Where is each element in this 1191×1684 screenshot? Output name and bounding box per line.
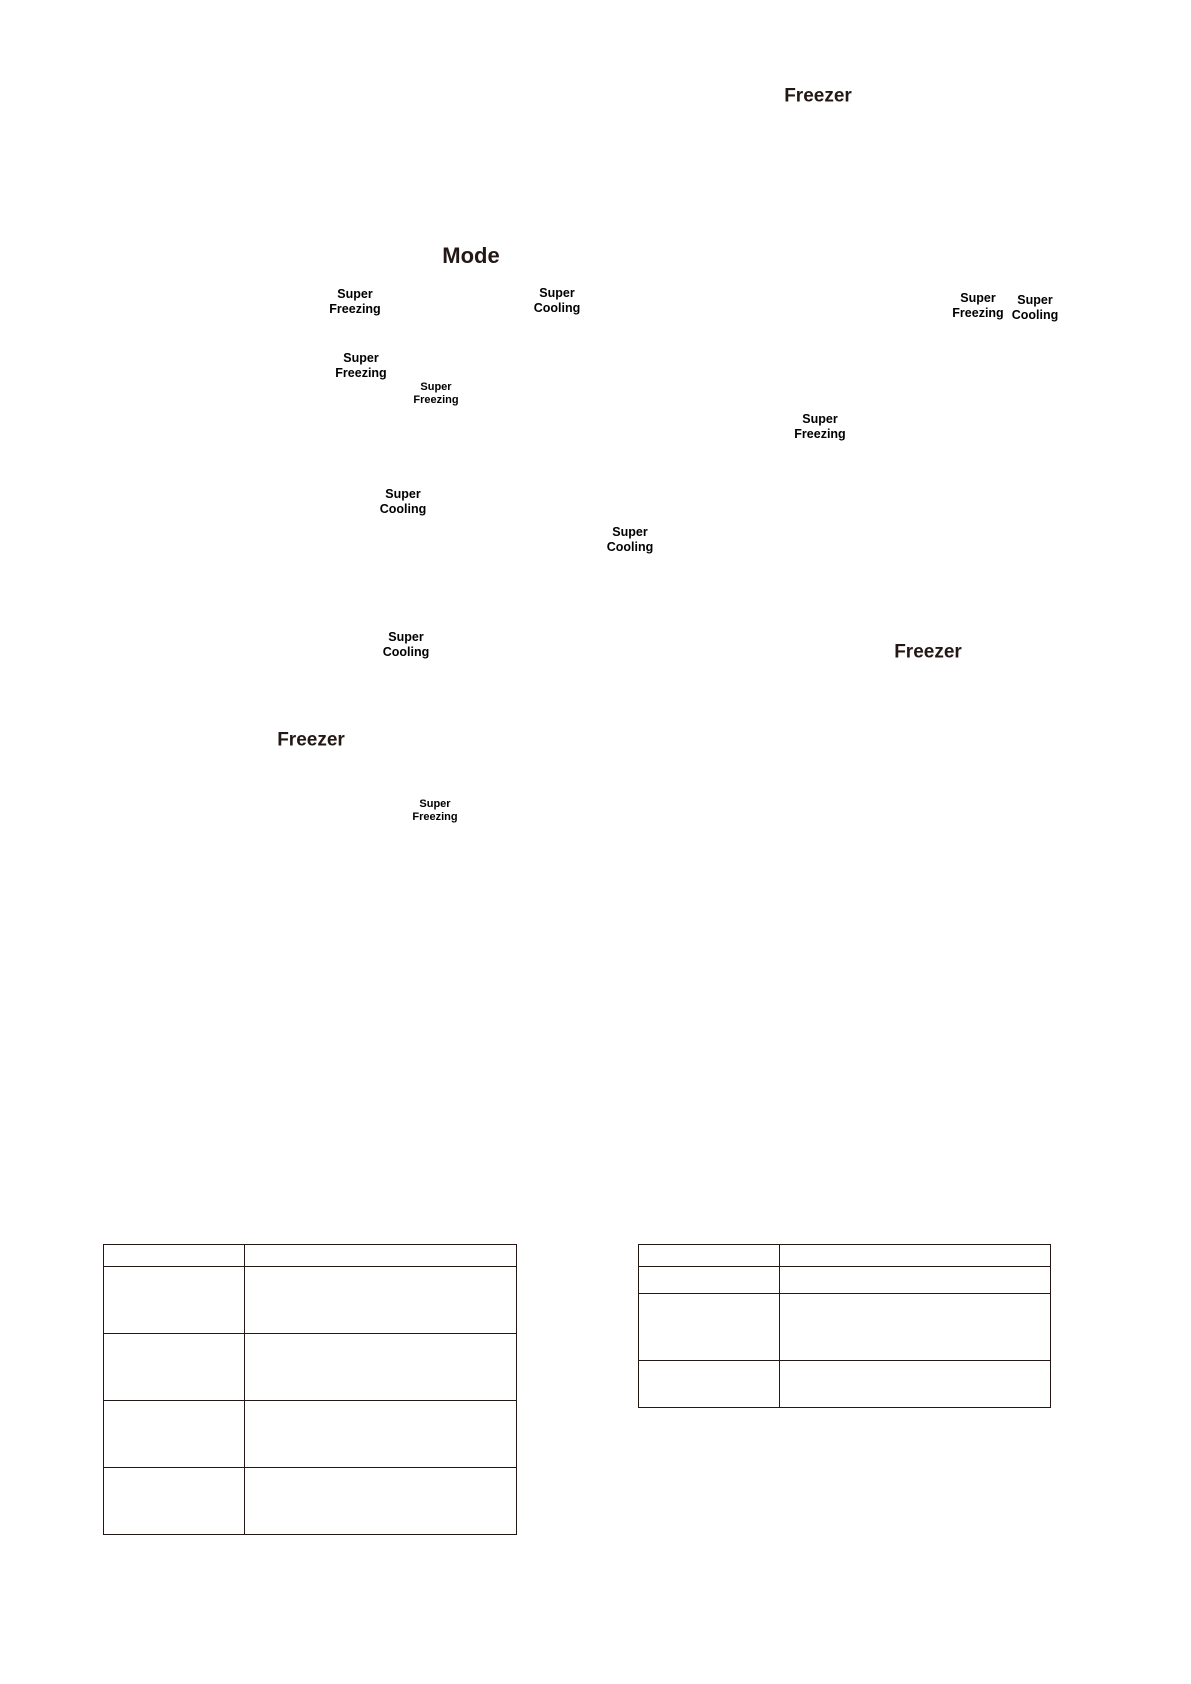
table-cell [104, 1334, 245, 1401]
table-cell [245, 1245, 517, 1267]
super-cooling-label: Super Cooling [382, 630, 430, 659]
table-cell [639, 1245, 780, 1267]
super-freezing-label: Super Freezing [335, 351, 387, 380]
table-cell [780, 1267, 1051, 1294]
table-row [639, 1294, 1051, 1361]
table-cell [104, 1401, 245, 1468]
table-cell [245, 1468, 517, 1535]
table-row [639, 1361, 1051, 1408]
table-cell [245, 1334, 517, 1401]
super-freezing-label: Super Freezing [329, 287, 381, 316]
table-cell [639, 1361, 780, 1408]
table-row [104, 1267, 517, 1334]
table-row [104, 1245, 517, 1267]
left-table [103, 1244, 517, 1535]
super-cooling-label: Super Cooling [1011, 293, 1059, 322]
table-row [104, 1468, 517, 1535]
super-freezing-label: Super Freezing [413, 380, 459, 406]
table-cell [780, 1294, 1051, 1361]
mode-heading: Mode [442, 242, 500, 268]
table-row [639, 1245, 1051, 1267]
table-cell [104, 1245, 245, 1267]
table-cell [104, 1468, 245, 1535]
super-freezing-label: Super Freezing [412, 797, 458, 823]
table-cell [639, 1267, 780, 1294]
table-cell [780, 1245, 1051, 1267]
freezer-heading-left: Freezer [277, 729, 345, 751]
right-table [638, 1244, 1051, 1408]
freezer-heading-right: Freezer [894, 641, 962, 663]
table-row [104, 1334, 517, 1401]
table-cell [104, 1267, 245, 1334]
table-cell [245, 1401, 517, 1468]
table-cell [245, 1267, 517, 1334]
table-row [639, 1267, 1051, 1294]
super-freezing-label: Super Freezing [952, 291, 1004, 320]
super-cooling-label: Super Cooling [606, 525, 654, 554]
super-cooling-label: Super Cooling [533, 286, 581, 315]
freezer-heading-top: Freezer [784, 85, 852, 107]
table-cell [639, 1294, 780, 1361]
super-freezing-label: Super Freezing [794, 412, 846, 441]
table-cell [780, 1361, 1051, 1408]
super-cooling-label: Super Cooling [379, 487, 427, 516]
table-row [104, 1401, 517, 1468]
